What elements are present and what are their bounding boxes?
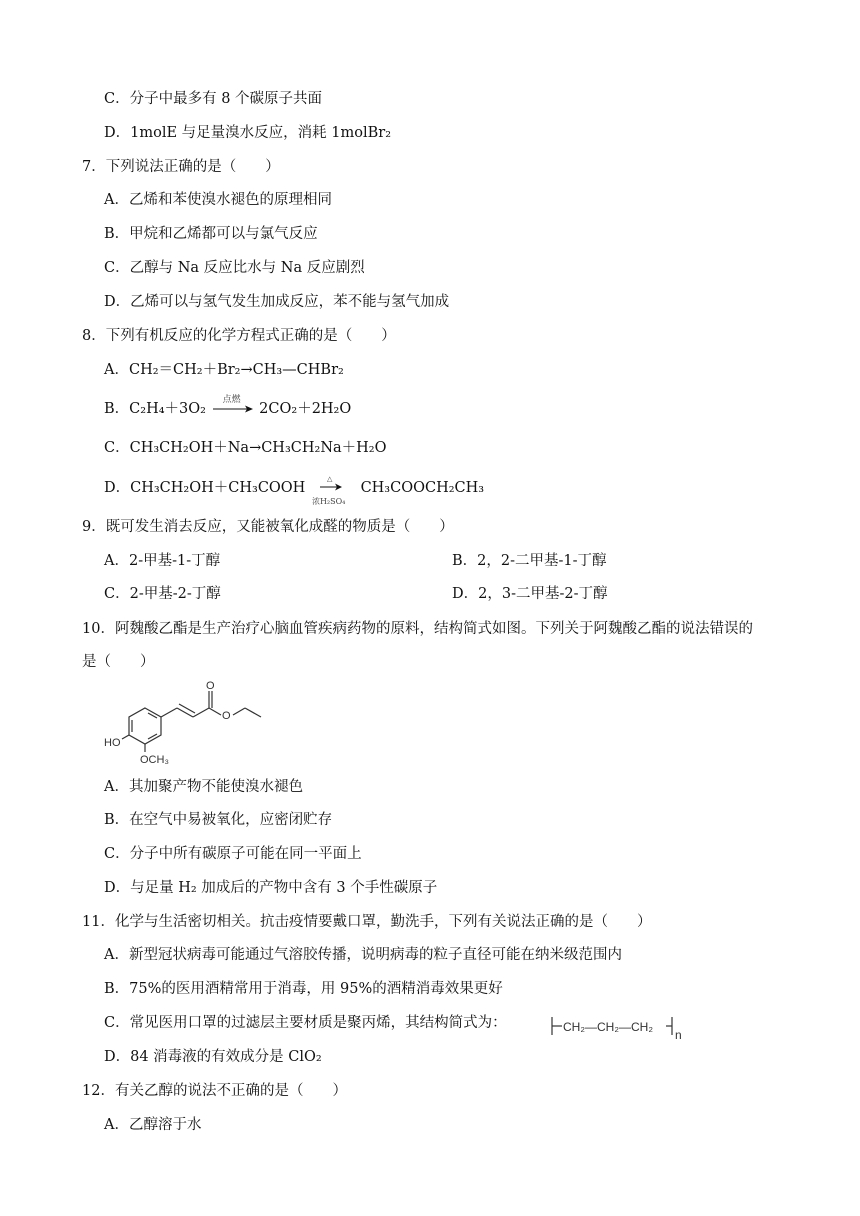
polymer-bracket-drawing xyxy=(548,1013,688,1043)
q11-option-a: A．新型冠状病毒可能通过气溶胶传播，说明病毒的粒子直径可能在纳米级范围内 xyxy=(104,947,622,963)
q6-option-c: C．分子中最多有 8 个碳原子共面 xyxy=(104,91,323,107)
arrow-condition-label: 点燃 xyxy=(222,395,241,405)
q8-option-d-products: CH₃COOCH₂CH₃ xyxy=(360,480,485,496)
q8-option-c: C．CH₃CH₂OH＋Na→CH₃CH₂Na＋H₂O xyxy=(104,440,387,456)
q8-stem: 8．下列有机反应的化学方程式正确的是（ ） xyxy=(82,328,396,344)
ethyl-ferulate-structure-diagram xyxy=(100,680,280,770)
q9-option-d: D．2，3-二甲基-2-丁醇 xyxy=(452,586,608,602)
q10-stem-line1: 10．阿魏酸乙酯是生产治疗心脑血管疾病药物的原料，结构简式如图。下列关于阿魏酸乙酯的说法错误的 xyxy=(82,621,753,637)
q11-option-d: D．84 消毒液的有效成分是 ClO₂ xyxy=(104,1049,322,1065)
q12-stem: 12．有关乙醇的说法不正确的是（ ） xyxy=(82,1083,347,1099)
hydroxyl-label: HO xyxy=(104,737,121,749)
reaction-arrow-burn xyxy=(211,395,255,419)
q7-option-a: A．乙烯和苯使溴水褪色的原理相同 xyxy=(104,192,332,208)
q10-option-c: C．分子中所有碳原子可能在同一平面上 xyxy=(104,846,362,862)
methoxy-label: OCH₃ xyxy=(140,754,169,766)
q10-option-d: D．与足量 H₂ 加成后的产物中含有 3 个手性碳原子 xyxy=(104,880,438,896)
q11-stem: 11．化学与生活密切相关。抗击疫情要戴口罩，勤洗手，下列有关说法正确的是（ ） xyxy=(82,914,652,930)
ester-oxygen-label: O xyxy=(222,710,231,722)
q10-option-a: A．其加聚产物不能使溴水褪色 xyxy=(104,779,303,795)
polymer-n-subscript: n xyxy=(675,1028,682,1042)
long-arrow-icon xyxy=(211,399,255,419)
reaction-arrow-esterification xyxy=(310,475,356,506)
q12-option-a: A．乙醇溶于水 xyxy=(104,1117,202,1133)
q7-option-b: B．甲烷和乙烯都可以与氯气反应 xyxy=(104,226,318,242)
q9-stem: 9．既可发生消去反应，又能被氧化成醛的物质是（ ） xyxy=(82,519,454,535)
q8-option-b xyxy=(104,395,352,419)
polymer-repeat-unit: CH₂—CH₂—CH₂ xyxy=(563,1020,653,1034)
q8-option-d-reactants: D．CH₃CH₂OH＋CH₃COOH xyxy=(104,480,306,496)
q8-option-a: A．CH₂＝CH₂＋Br₂→CH₃—CHBr₂ xyxy=(104,362,344,378)
q7-stem: 7．下列说法正确的是（ ） xyxy=(82,159,280,175)
arrow-condition-heat: △ xyxy=(326,475,333,483)
q11-option-c: C．常见医用口罩的过滤层主要材质是聚丙烯，其结构简式为： xyxy=(104,1015,507,1031)
q10-option-b: B．在空气中易被氧化，应密闭贮存 xyxy=(104,812,333,828)
q9-option-a: A．2-甲基-1-丁醇 xyxy=(104,553,221,569)
q9-option-b: B．2，2-二甲基-1-丁醇 xyxy=(452,553,607,569)
q9-option-c: C．2-甲基-2-丁醇 xyxy=(104,586,221,602)
arrow-condition-catalyst: 浓H₂SO₄ xyxy=(311,497,346,506)
q8-option-b-products: 2CO₂＋2H₂O xyxy=(259,401,352,417)
q10-stem-line2: 是（ ） xyxy=(82,654,155,670)
polypropylene-formula xyxy=(548,1013,688,1047)
q11-option-b: B．75%的医用酒精常用于消毒，用 95%的酒精消毒效果更好 xyxy=(104,981,503,997)
q8-option-d xyxy=(104,475,485,506)
carbonyl-oxygen-label: O xyxy=(206,680,215,692)
q7-option-c: C．乙醇与 Na 反应比水与 Na 反应剧烈 xyxy=(104,260,365,276)
q7-option-d: D．乙烯可以与氢气发生加成反应，苯不能与氢气加成 xyxy=(104,294,450,310)
q8-option-b-reactants: B．C₂H₄＋3O₂ xyxy=(104,401,206,417)
q6-option-d: D．1molE 与足量溴水反应，消耗 1molBr₂ xyxy=(104,125,392,141)
